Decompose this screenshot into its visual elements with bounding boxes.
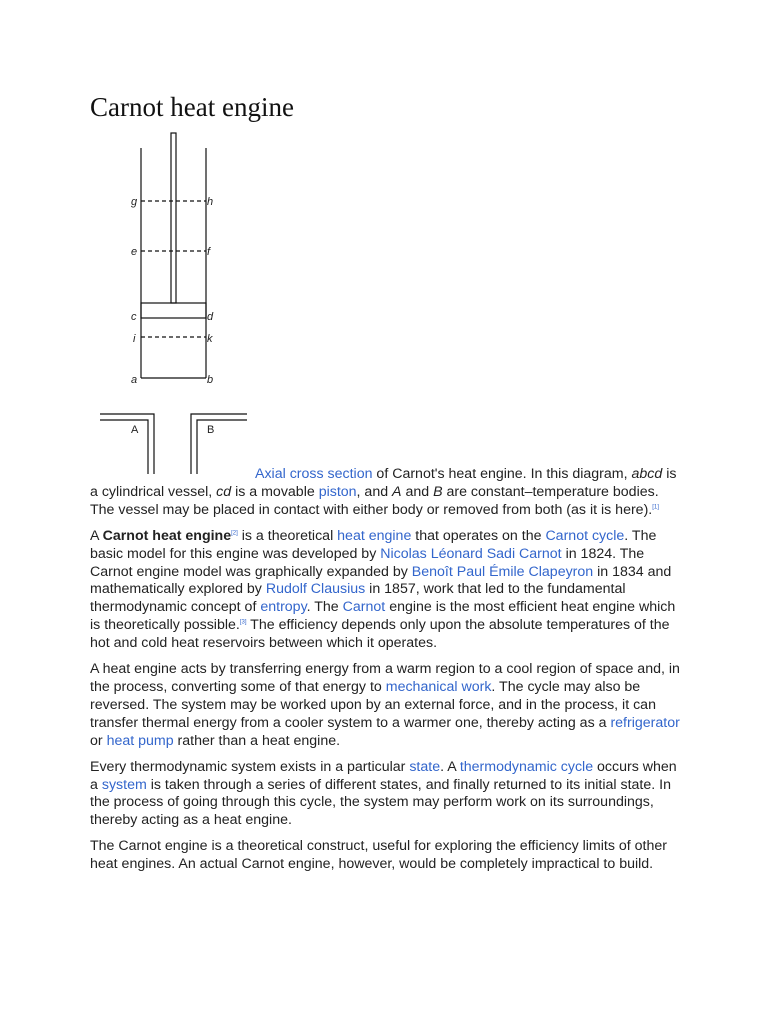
link-entropy[interactable]: entropy	[260, 599, 307, 616]
carnot-engine-diagram	[90, 128, 260, 478]
page-title: Carnot heat engine	[90, 92, 294, 122]
link-thermodynamic-cycle[interactable]: thermodynamic cycle	[459, 758, 594, 775]
link-nicolas-carnot[interactable]: Nicolas Léonard Sadi Carnot	[380, 545, 562, 562]
body-a-outer	[100, 414, 154, 474]
label-g: g	[131, 196, 138, 208]
link-axial-cross-section[interactable]: Axial cross section	[255, 466, 373, 482]
paragraph-4: The Carnot engine is a theoretical construct, useful for exploring the efficiency limits of other heat engines. An actual Carnot engine, however, would be completely impractical to build.	[90, 838, 667, 873]
paragraph-2: A heat engine acts by transferring energy from a warm region to a cool region of space and, in the process, converting some of that energy to mechanical work. The cycle may also be reversed. The system may be worked upon by an external force, and in the process, it can transfer thermal energy from a cooler system to a warmer one, thereby acting as a refrigerator or heat pump rather than a heat engine.	[90, 661, 680, 749]
article-body	[90, 466, 680, 882]
label-b: b	[207, 374, 214, 386]
link-carnot-cycle[interactable]: Carnot cycle	[545, 527, 625, 544]
link-mechanical-work[interactable]: mechanical work	[385, 678, 492, 695]
label-i: i	[133, 333, 136, 345]
label-body-b: B	[207, 424, 215, 436]
label-k: k	[207, 333, 213, 345]
link-heat-pump[interactable]: heat pump	[106, 732, 174, 749]
label-f: f	[207, 246, 211, 258]
link-system[interactable]: system	[101, 776, 147, 793]
figure-caption: Axial cross section of Carnot's heat engine. In this diagram, abcd is a cylindrical vessel, cd is a movable piston, and A and B are constant–temperature bodies. The vessel may be placed in contact with either body or removed from both (as it is here).[1]	[90, 466, 677, 518]
paragraph-3: Every thermodynamic system exists in a particular state. A thermodynamic cycle occurs when a system is taken through a series of different states, and finally returned to its initial state. In the process of going through this cycle, the system may perform work on its surroundings, thereby acting as a heat engine.	[90, 758, 677, 829]
paragraph-1: A Carnot heat engine[2] is a theoretical heat engine that operates on the Carnot cycle. The basic model for this engine was developed by Nicolas Léonard Sadi Carnot in 1824. The Carnot engine model was graphically expanded by Benoît Paul Émile Clapeyron in 1834 and mathematically explored by Rudolf Clausius in 1857, work that led to the fundamental thermodynamic concept of entropy. The Carnot engine is the most efficient heat engine which is theoretically possible.[3] The efficiency depends only upon the absolute temperatures of the hot and cold heat reservoirs between which it operates.	[90, 527, 676, 652]
ref-3[interactable]: [3]	[239, 619, 247, 626]
link-clapeyron[interactable]: Benoît Paul Émile Clapeyron	[411, 563, 594, 580]
label-e: e	[131, 246, 138, 258]
link-heat-engine[interactable]: heat engine	[337, 527, 412, 544]
piston	[141, 303, 206, 318]
link-carnot[interactable]: Carnot	[342, 599, 386, 616]
link-state[interactable]: state	[409, 758, 441, 775]
link-clausius[interactable]: Rudolf Clausius	[265, 581, 366, 598]
link-refrigerator[interactable]: refrigerator	[610, 714, 680, 731]
label-d: d	[207, 311, 214, 323]
link-piston[interactable]: piston	[318, 483, 357, 500]
ref-1[interactable]: [1]	[652, 504, 659, 511]
label-a: a	[131, 374, 138, 386]
piston-rod	[171, 133, 176, 303]
body-b-outer	[191, 414, 247, 474]
term-carnot-heat-engine: Carnot heat engine	[102, 527, 232, 544]
label-h: h	[207, 196, 214, 208]
label-c: c	[131, 311, 137, 323]
label-body-a: A	[131, 424, 139, 436]
ref-2[interactable]: [2]	[231, 529, 238, 536]
